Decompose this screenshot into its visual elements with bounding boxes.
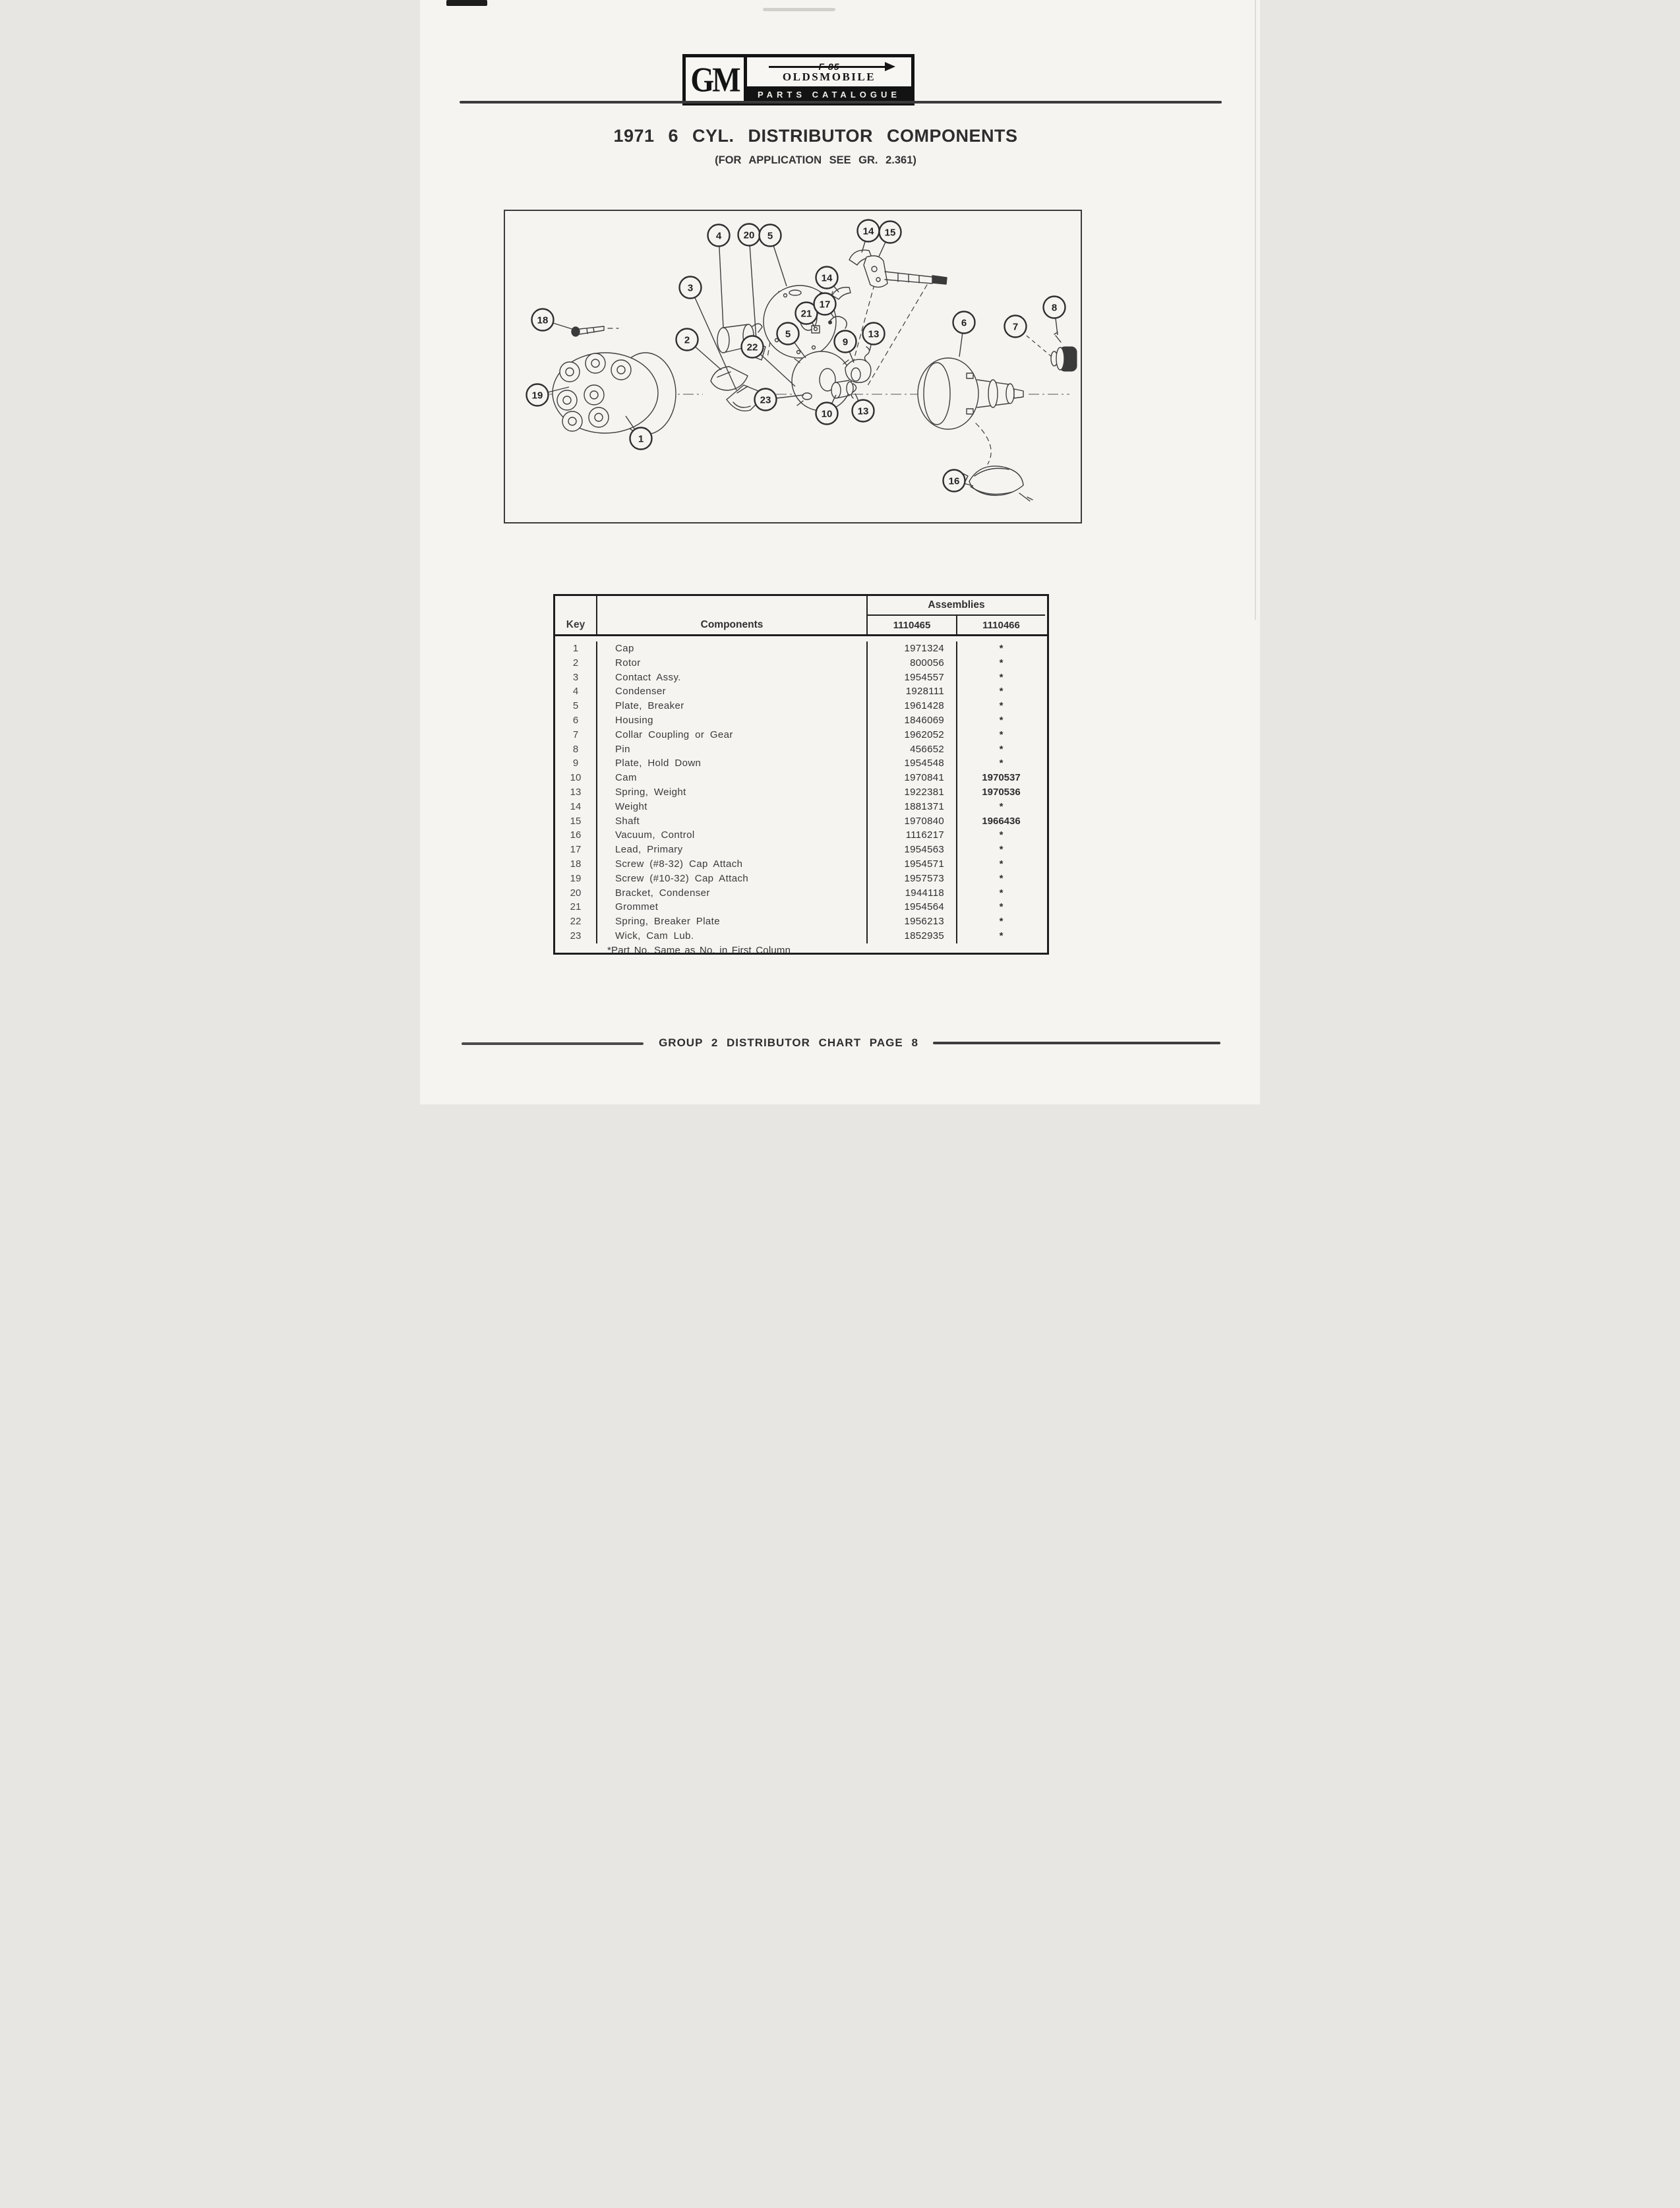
f85-arrowhead-icon xyxy=(885,62,895,71)
callout-number-7: 7 xyxy=(1012,321,1019,333)
oldsmobile-brand-text: OLDSMOBILE xyxy=(782,71,876,84)
key-cell: 1 xyxy=(555,642,597,656)
callout-number-15: 15 xyxy=(884,227,896,239)
table-row xyxy=(555,900,1047,914)
part-number-cell: 1116217 xyxy=(868,828,957,843)
component-cell: Vacuum, Control xyxy=(597,828,868,843)
callout-number-6: 6 xyxy=(961,317,967,329)
key-cell: 17 xyxy=(555,843,597,857)
key-cell: 14 xyxy=(555,800,597,814)
alt-part-number-cell: * xyxy=(999,700,1004,712)
alt-part-number-cell: * xyxy=(999,758,1004,769)
part-number-cell: 1956213 xyxy=(868,914,957,929)
alt-part-number-cell: * xyxy=(999,714,1004,726)
table-row xyxy=(555,857,1047,872)
part-number-cell: 1970841 xyxy=(868,771,957,785)
page-title: 1971 6 CYL. DISTRIBUTOR COMPONENTS xyxy=(613,126,1018,146)
key-cell: 22 xyxy=(555,914,597,929)
component-cell: Plate, Breaker xyxy=(597,699,868,713)
component-cell: Rotor xyxy=(597,656,868,671)
alt-part-number-cell: 1966436 xyxy=(982,815,1021,827)
column-header-key: Key xyxy=(555,596,597,634)
scan-smudge xyxy=(446,0,487,6)
key-cell: 16 xyxy=(555,828,597,843)
alt-part-number-cell: * xyxy=(999,671,1004,683)
component-cell: Weight xyxy=(597,800,868,814)
alt-part-number-cell: * xyxy=(999,643,1004,654)
component-cell: Housing xyxy=(597,713,868,728)
f85-emblem xyxy=(764,61,895,71)
callout-number-4: 4 xyxy=(715,230,722,242)
component-cell: Collar Coupling or Gear xyxy=(597,728,868,742)
part-number-cell: 1852935 xyxy=(868,929,957,943)
part-number-cell: 1928111 xyxy=(868,684,957,699)
alt-part-number-cell: * xyxy=(999,858,1004,870)
parts-catalogue-banner xyxy=(747,86,911,102)
callout-number-2: 2 xyxy=(684,334,690,346)
part-number-cell: 800056 xyxy=(868,656,957,671)
callout-leader-20 xyxy=(749,235,756,340)
table-row xyxy=(555,756,1047,771)
catalogue-page xyxy=(420,0,1260,1104)
table-row xyxy=(555,828,1047,843)
table-row xyxy=(555,872,1047,886)
key-cell: 7 xyxy=(555,728,597,742)
alt-part-number-cell: * xyxy=(999,743,1004,755)
key-cell: 3 xyxy=(555,671,597,685)
component-cell: Cam xyxy=(597,771,868,785)
key-cell: 13 xyxy=(555,785,597,800)
callout-number-3: 3 xyxy=(687,282,694,294)
callout-number-5: 5 xyxy=(785,328,791,340)
component-cell: Bracket, Condenser xyxy=(597,886,868,901)
table-row xyxy=(555,886,1047,901)
component-cell: Pin xyxy=(597,742,868,757)
key-cell: 20 xyxy=(555,886,597,901)
alt-part-number-cell: * xyxy=(999,916,1004,928)
part-number-cell: 1944118 xyxy=(868,886,957,901)
callout-number-10: 10 xyxy=(821,408,833,420)
part-number-cell: 1954563 xyxy=(868,843,957,857)
part-number-cell: 1922381 xyxy=(868,785,957,800)
table-row xyxy=(555,713,1047,728)
callout-leader-4 xyxy=(719,235,723,328)
callout-number-14: 14 xyxy=(821,272,833,284)
parts-catalogue-text: PARTS CATALOGUE xyxy=(757,89,901,100)
alt-part-number-cell: * xyxy=(999,844,1004,856)
key-cell: 5 xyxy=(555,699,597,713)
table-body xyxy=(555,636,1047,953)
key-cell: 10 xyxy=(555,771,597,785)
component-cell: Condenser xyxy=(597,684,868,699)
key-cell: 9 xyxy=(555,756,597,771)
component-cell: Lead, Primary xyxy=(597,843,868,857)
table-footnote: *Part No. Same as No. in First Column xyxy=(607,945,791,956)
diagram-svg xyxy=(505,211,1081,522)
table-row xyxy=(555,684,1047,699)
f85-model-text: F 85 xyxy=(818,61,840,72)
page-subtitle: (FOR APPLICATION SEE GR. 2.361) xyxy=(715,154,916,166)
key-cell: 23 xyxy=(555,929,597,943)
alt-part-number-cell: * xyxy=(999,887,1004,899)
part-number-cell: 1954548 xyxy=(868,756,957,771)
callout-number-22: 22 xyxy=(746,342,758,353)
logo-brand-panel xyxy=(747,57,911,86)
component-cell: Grommet xyxy=(597,900,868,914)
part-number-cell: 1954571 xyxy=(868,857,957,872)
scan-smudge xyxy=(763,8,835,11)
column-header-assemblies: Assemblies xyxy=(868,596,1045,616)
column-header-assembly-1110465: 1110465 xyxy=(868,616,957,634)
callout-number-16: 16 xyxy=(948,475,960,487)
component-cell: Contact Assy. xyxy=(597,671,868,685)
key-cell: 18 xyxy=(555,857,597,872)
part-number-cell: 1954557 xyxy=(868,671,957,685)
component-cell: Wick, Cam Lub. xyxy=(597,929,868,943)
callout-number-23: 23 xyxy=(760,394,771,406)
column-header-components: Components xyxy=(597,596,868,634)
column-header-assembly-1110466: 1110466 xyxy=(982,619,1020,631)
alt-part-number-cell: * xyxy=(999,872,1004,884)
key-cell: 4 xyxy=(555,684,597,699)
callout-number-9: 9 xyxy=(842,336,849,348)
part-number-cell: 1962052 xyxy=(868,728,957,742)
part-number-cell: 1881371 xyxy=(868,800,957,814)
footer-page-label: GROUP 2 DISTRIBUTOR CHART PAGE 8 xyxy=(659,1036,918,1049)
part-number-cell: 1954564 xyxy=(868,900,957,914)
alt-part-number-cell: * xyxy=(999,829,1004,841)
footer-rule-right xyxy=(933,1042,1220,1044)
component-cell: Screw (#8-32) Cap Attach xyxy=(597,857,868,872)
callout-number-13: 13 xyxy=(868,328,880,340)
key-cell: 8 xyxy=(555,742,597,757)
callout-number-13: 13 xyxy=(857,405,869,417)
alt-part-number-cell: * xyxy=(999,729,1004,740)
logo-right-panel xyxy=(747,57,911,102)
table-row xyxy=(555,699,1047,713)
parts-table xyxy=(553,594,1049,955)
component-cell: Spring, Weight xyxy=(597,785,868,800)
scan-edge-line xyxy=(1255,0,1256,620)
table-row xyxy=(555,642,1047,656)
table-row xyxy=(555,742,1047,757)
component-cell: Shaft xyxy=(597,814,868,829)
key-cell: 2 xyxy=(555,656,597,671)
table-row xyxy=(555,929,1047,943)
gm-logo-box xyxy=(686,57,744,102)
alt-part-number-cell: * xyxy=(999,930,1004,941)
key-cell: 19 xyxy=(555,872,597,886)
part-number-cell: 1961428 xyxy=(868,699,957,713)
alt-part-number-cell: * xyxy=(999,686,1004,698)
callout-number-1: 1 xyxy=(638,433,644,445)
part-number-cell: 456652 xyxy=(868,742,957,757)
component-cell: Spring, Breaker Plate xyxy=(597,914,868,929)
table-row xyxy=(555,800,1047,814)
part-number-cell: 1971324 xyxy=(868,642,957,656)
distributor-parts xyxy=(553,250,1077,501)
callout-number-14: 14 xyxy=(862,225,874,237)
table-row xyxy=(555,771,1047,785)
component-cell: Screw (#10-32) Cap Attach xyxy=(597,872,868,886)
callout-number-18: 18 xyxy=(537,314,549,326)
gm-oldsmobile-logo xyxy=(682,54,915,105)
exploded-diagram-box xyxy=(504,210,1082,523)
table-row xyxy=(555,671,1047,685)
key-cell: 6 xyxy=(555,713,597,728)
table-row xyxy=(555,785,1047,800)
component-cell: Plate, Hold Down xyxy=(597,756,868,771)
alt-part-number-cell: * xyxy=(999,800,1004,812)
table-row xyxy=(555,914,1047,929)
key-cell: 15 xyxy=(555,814,597,829)
header-rule xyxy=(460,101,1222,104)
table-row xyxy=(555,843,1047,857)
callout-number-17: 17 xyxy=(819,299,831,311)
component-cell: Cap xyxy=(597,642,868,656)
alt-part-number-cell: 1970536 xyxy=(982,786,1021,798)
table-header xyxy=(555,596,1047,636)
alt-part-number-cell: 1970537 xyxy=(982,772,1021,784)
table-row xyxy=(555,728,1047,742)
part-number-cell: 1957573 xyxy=(868,872,957,886)
footer-rule-left xyxy=(462,1042,644,1045)
table-row xyxy=(555,814,1047,829)
part-number-cell: 1846069 xyxy=(868,713,957,728)
callout-number-20: 20 xyxy=(743,229,755,241)
callout-number-5: 5 xyxy=(767,230,773,242)
callout-number-21: 21 xyxy=(800,308,812,320)
alt-part-number-cell: * xyxy=(999,657,1004,669)
gm-logo-text: GM xyxy=(690,60,739,99)
callout-number-19: 19 xyxy=(531,390,543,402)
callout-number-8: 8 xyxy=(1051,302,1058,314)
table-row xyxy=(555,656,1047,671)
alt-part-number-cell: * xyxy=(999,901,1004,913)
part-number-cell: 1970840 xyxy=(868,814,957,829)
key-cell: 21 xyxy=(555,900,597,914)
